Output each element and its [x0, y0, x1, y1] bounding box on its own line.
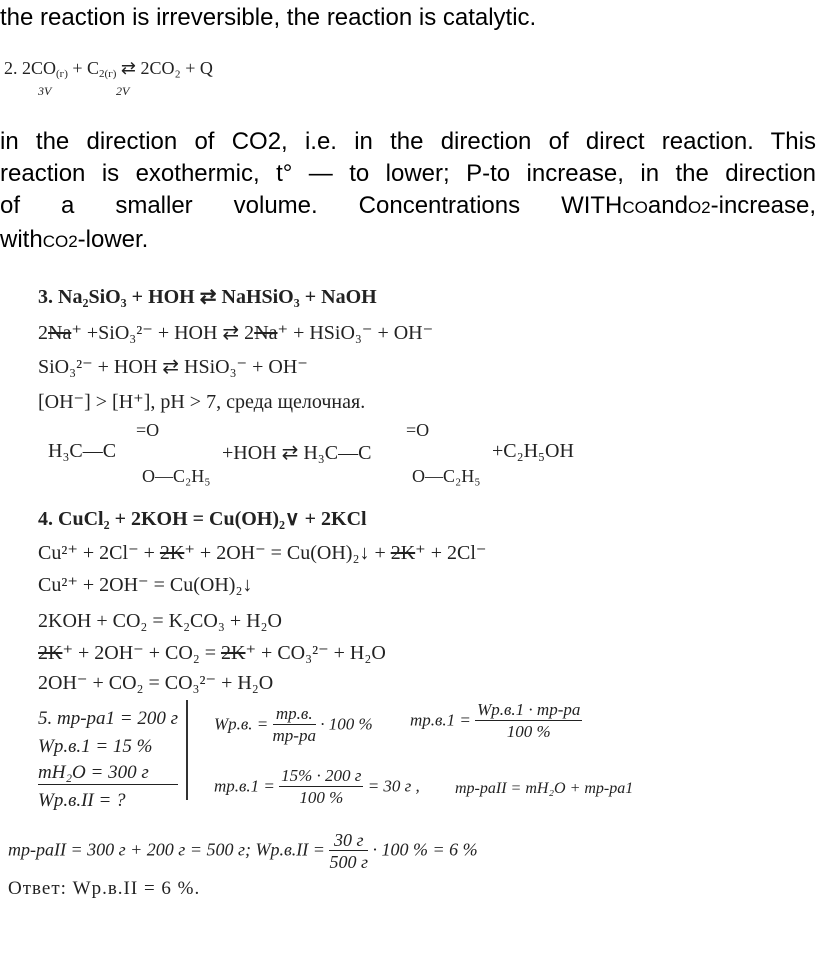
with-label: with [0, 226, 43, 253]
f1-numerator: mр.в. [273, 704, 316, 725]
eq2-number: 2. [4, 58, 18, 78]
f1-denominator: mр-ра [272, 726, 316, 745]
f1-fraction [273, 704, 316, 747]
final-fraction [329, 830, 368, 873]
eq5-given-3: mH₂O = 300 г [38, 762, 178, 785]
eq2-reactant1-state: (г) [56, 68, 68, 80]
eq4-r5-d: ⁺ + CO₃²⁻ + H₂O [245, 642, 386, 664]
eq2-volume-right: 2V [116, 84, 130, 98]
final-numerator: 30 г [329, 830, 368, 851]
ester-product: +C₂H₅OH [492, 440, 574, 462]
ester-left: H₃C—C [48, 440, 117, 462]
final-denominator: 500 г [329, 852, 368, 872]
eq3-cancel-na-2: Na [254, 322, 278, 344]
eq4-r2-c: ⁺ + 2OH⁻ = Cu(OH)₂↓ + [184, 542, 391, 564]
eq3-mid: ⁺ +SiO₃²⁻ + HOH ⇄ 2 [71, 322, 255, 344]
explanation-paragraph [0, 126, 816, 258]
eq5-formula-2 [410, 700, 582, 743]
paragraph-line-4 [0, 224, 816, 258]
eq3-row-1: 3. Na₂SiO₃ + HOH ⇄ NaHSiO₃ + NaOH [38, 286, 377, 308]
ester-right-carbonyl: =O [406, 420, 430, 440]
increase-label: -increase, [710, 192, 816, 219]
eq5-formula-4: mр-рaII = mH₂O + mр-рa1 [455, 780, 634, 797]
f3-numerator: 15% · 200 г [281, 766, 362, 785]
eq2-products: 2CO₂ + Q [140, 58, 213, 78]
given-separator [186, 700, 188, 800]
eq4-row-3: Cu²⁺ + 2OH⁻ = Cu(OH)₂↓ [38, 574, 253, 596]
f2-denominator: 100 % [506, 722, 551, 741]
eq3-row-2 [38, 320, 433, 345]
eq5-answer: Ответ: Wр.в.II = 6 %. [8, 878, 201, 899]
f2-numerator: Wр.в.1 · mр-ра [477, 700, 581, 719]
paragraph-line-1: in the direction of CO2, i.e. in the direction of direct reaction. This [0, 128, 816, 155]
eq4-row-2 [38, 540, 486, 565]
f3-fraction [279, 766, 363, 809]
o2-label: O2 [687, 198, 711, 217]
eq2-reactant2: C [87, 58, 100, 78]
and-label: and [647, 192, 688, 219]
eq4-r2-a: Cu²⁺ + 2Cl⁻ + [38, 542, 160, 564]
co-label: CO [622, 198, 648, 217]
f3-denominator: 100 % [299, 788, 344, 807]
eq4-r5-b: ⁺ + 2OH⁻ + CO₂ = [62, 642, 222, 664]
eq3-row-3: SiO₃²⁻ + HOH ⇄ HSiO₃⁻ + OH⁻ [38, 356, 308, 378]
co2-label: CO2 [42, 232, 78, 251]
paragraph-line-2: reaction is exothermic, t° — to lower; P-to increase, in the direction [0, 160, 816, 187]
ester-left-alkoxy: O—C₂H₅ [142, 466, 211, 486]
eq5-formula-3 [214, 766, 420, 809]
eq5-given-1: 5. mр-рa1 = 200 г [38, 708, 179, 729]
eq4-r2-e: ⁺ + 2Cl⁻ [415, 542, 487, 564]
paragraph-line-3 [0, 190, 816, 224]
eq4-cancel-k-2: 2K [390, 542, 416, 564]
eq4-row-6: 2OH⁻ + CO₂ = CO₃²⁻ + H₂O [38, 672, 274, 694]
eq5-final [8, 830, 478, 873]
eq4-row-1: 4. CuCl₂ + 2KOH = Cu(OH)₂∨ + 2KCl [38, 508, 367, 530]
eq3-cancel-na-1: Na [48, 322, 72, 344]
eq5-given-4: Wр.в.II = ? [38, 790, 126, 811]
eq4-cancel-k-4: 2K [221, 642, 246, 664]
eq3-coef: 2 [38, 322, 48, 344]
eq3-row-4: [OH⁻] > [H⁺], pH > 7, среда щелочная. [38, 391, 366, 413]
eq2-reactant2-state: 2(г) [99, 68, 117, 80]
eq5-formula-1 [214, 704, 373, 747]
lower-label: -lower. [77, 226, 149, 253]
f3-left: mр.в.1 = [214, 776, 275, 796]
paragraph-line-3-text: of a smaller volume. Concentrations WITH [0, 192, 623, 219]
f1-left: Wр.в. = [214, 714, 269, 734]
eq4-cancel-k-3: 2K [38, 642, 63, 664]
eq4-row-4: 2KOH + CO₂ = K₂CO₃ + H₂O [38, 610, 282, 632]
ester-middle: +HOH ⇄ H₃C—C [222, 442, 372, 464]
eq4-cancel-k-1: 2K [159, 542, 185, 564]
eq2-arrow: ⇄ [120, 58, 136, 78]
final-tail: · 100 % = 6 % [372, 839, 478, 860]
f2-left: mр.в.1 = [410, 710, 471, 730]
f2-fraction [475, 700, 582, 743]
eq2-plus: + [72, 58, 83, 78]
eq2-volume-left: 3V [38, 84, 52, 98]
intro-line: the reaction is irreversible, the reaction is catalytic. [0, 4, 537, 31]
eq4-row-5 [38, 640, 386, 665]
equation-2 [4, 58, 213, 98]
ester-right-alkoxy: O—C₂H₅ [412, 466, 481, 486]
eq3-end: ⁺ + HSiO₃⁻ + OH⁻ [277, 322, 434, 344]
eq5-given-2: Wр.в.1 = 15 % [38, 736, 153, 757]
f3-tail: = 30 г , [367, 776, 420, 796]
eq2-reactant1: 2CO [22, 58, 57, 78]
ester-left-carbonyl: =O [136, 420, 160, 440]
f1-tail: · 100 % [320, 714, 373, 734]
final-left: mр-рaII = 300 г + 200 г = 500 г; Wр.в.II = [8, 839, 325, 860]
